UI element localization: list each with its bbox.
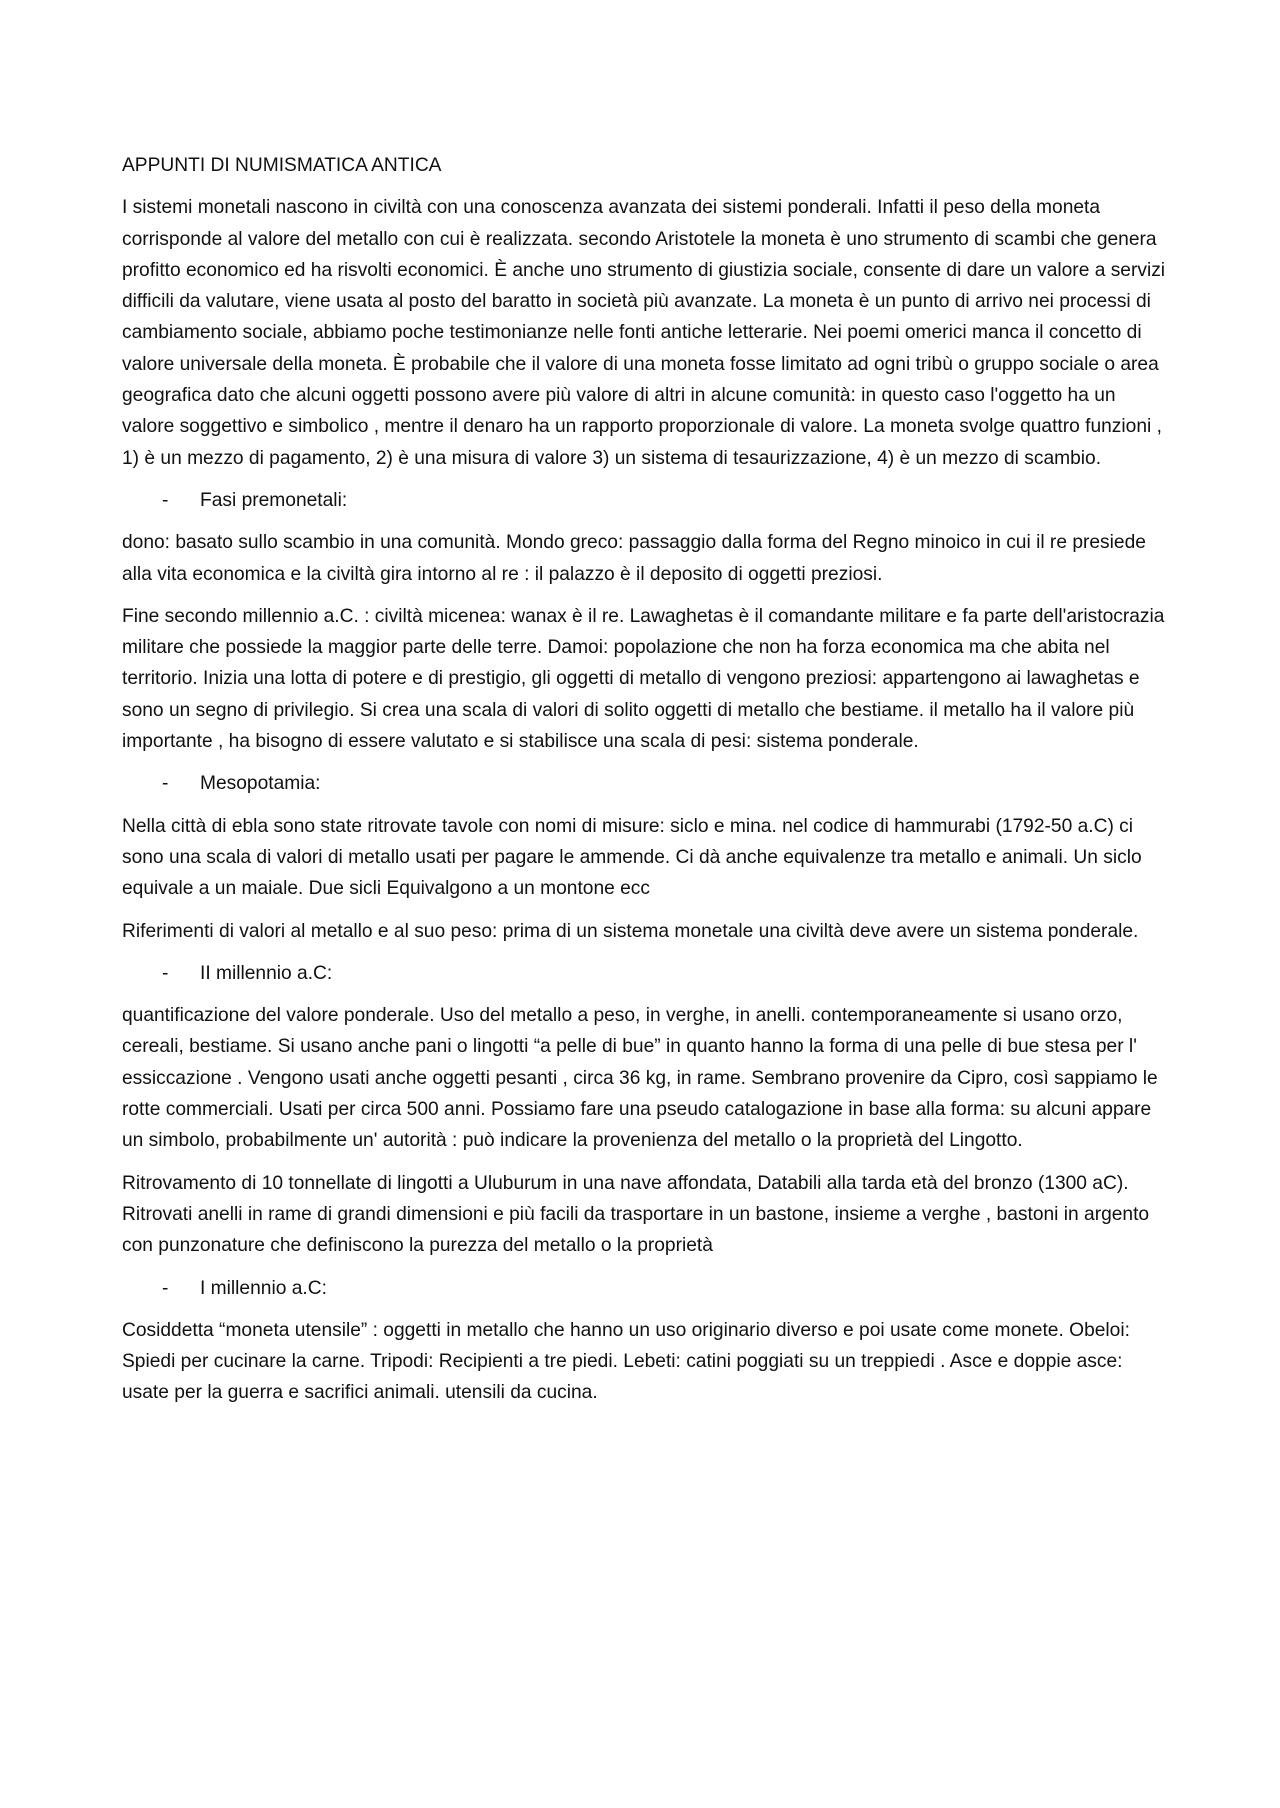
paragraph-dono: dono: basato sullo scambio in una comunità. Mondo greco: passaggio dalla forma del Regno minoico in cui il re presiede alla vita economica e la civiltà gira intorno al re : il palazzo è il deposito di oggetti preziosi.	[122, 532, 1146, 585]
bullet-dash: -	[162, 1277, 169, 1299]
paragraph-moneta-utensile: Cosiddetta “moneta utensile” : oggetti in metallo che hanno un uso originario diverso e poi usate come monete. Obeloi: Spiedi per cucinare la carne. Tripodi: Recipienti a tre piedi. Lebeti: catini poggiati su un treppiedi . Asce e doppie asce: usate per la guerra e sacrifici animali. utensili da cucina.	[122, 1319, 1130, 1404]
bullet-i-millennio	[122, 1273, 1170, 1304]
paragraph-riferimenti: Riferimenti di valori al metallo e al suo peso: prima di un sistema monetale una civiltà deve avere un sistema ponderale.	[122, 920, 1139, 942]
document-title: APPUNTI DI NUMISMATICA ANTICA	[122, 155, 442, 176]
bullet-label: II millennio a.C:	[200, 962, 333, 984]
bullet-label: Fasi premonetali:	[200, 489, 348, 511]
bullet-dash: -	[162, 962, 169, 984]
bullet-label: I millennio a.C:	[200, 1277, 327, 1299]
bullet-ii-millennio	[122, 958, 1170, 989]
document-page	[122, 150, 1170, 1420]
bullet-fasi-premonetali	[122, 485, 1170, 516]
bullet-mesopotamia	[122, 768, 1170, 799]
bullet-dash: -	[162, 773, 169, 795]
bullet-label: Mesopotamia:	[200, 773, 321, 795]
paragraph-uluburum: Ritrovamento di 10 tonnellate di lingotti a Uluburum in una nave affondata, Databili alla tarda età del bronzo (1300 aC). Ritrovati anelli in rame di grandi dimensioni e più facili da trasportare in un bastone, insieme a verghe , bastoni in argento con punzonature che definiscono la purezza del metallo o la proprietà	[122, 1172, 1150, 1257]
paragraph-micenea: Fine secondo millennio a.C. : civiltà micenea: wanax è il re. Lawaghetas è il comandante militare e fa parte dell'aristocrazia militare che possiede la maggior parte delle terre. Damoi: popolazione che non ha forza economica ma che abita nel territorio. Inizia una lotta di potere e di prestigio, gli oggetti di metallo di vengono preziosi: appartengono ai lawaghetas e sono un segno di privilegio. Si crea una scala di valori di solito oggetti di metallo che bestiame. il metallo ha il valore più importante , ha bisogno di essere valutato e si stabilisce una scala di pesi: sistema ponderale.	[122, 605, 1165, 753]
paragraph-intro: I sistemi monetali nascono in civiltà con una conoscenza avanzata dei sistemi ponderali. Infatti il peso della moneta corrisponde al valore del metallo con cui è realizzata. secondo Aristotele la moneta è uno strumento di scambi che genera profitto economico ed ha risvolti economici. È anche uno strumento di giustizia sociale, consente di dare un valore a servizi difficili da valutare, viene usata al posto del baratto in società più avanzate. La moneta è un punto di arrivo nei processi di cambiamento sociale, abbiamo poche testimonianze nelle fonti antiche letterarie. Nei poemi omerici manca il concetto di valore universale della moneta. È probabile che il valore di una moneta fosse limitato ad ogni tribù o gruppo sociale o area geografica dato che alcuni oggetti possono avere più valore di altri in alcune comunità: in questo caso l'oggetto ha un valore soggettivo e simbolico , mentre il denaro ha un rapporto proporzionale di valore. La moneta svolge quattro funzioni , 1) è un mezzo di pagamento, 2) è una misura di valore 3) un sistema di tesaurizzazione, 4) è un mezzo di scambio.	[122, 197, 1166, 469]
paragraph-quantificazione: quantificazione del valore ponderale. Uso del metallo a peso, in verghe, in anelli. contemporaneamente si usano orzo, cereali, bestiame. Si usano anche pani o lingotti “a pelle di bue” in quanto hanno la forma di una pelle di bue stesa per l' essiccazione . Vengono usati anche oggetti pesanti , circa 36 kg, in rame. Sembrano provenire da Cipro, così sappiamo le rotte commerciali. Usati per circa 500 anni. Possiamo fare una pseudo catalogazione in base alla forma: su alcuni appare un simbolo, probabilmente un' autorità : può indicare la provenienza del metallo o la proprietà del Lingotto.	[122, 1005, 1158, 1152]
bullet-dash: -	[162, 489, 169, 511]
paragraph-ebla: Nella città di ebla sono state ritrovate tavole con nomi di misure: siclo e mina. nel codice di hammurabi (1792-50 a.C) ci sono una scala di valori di metallo usati per pagare le ammende. Ci dà anche equivalenze tra metallo e animali. Un siclo equivale a un maiale. Due sicli Equivalgono a un montone ecc	[122, 815, 1142, 900]
